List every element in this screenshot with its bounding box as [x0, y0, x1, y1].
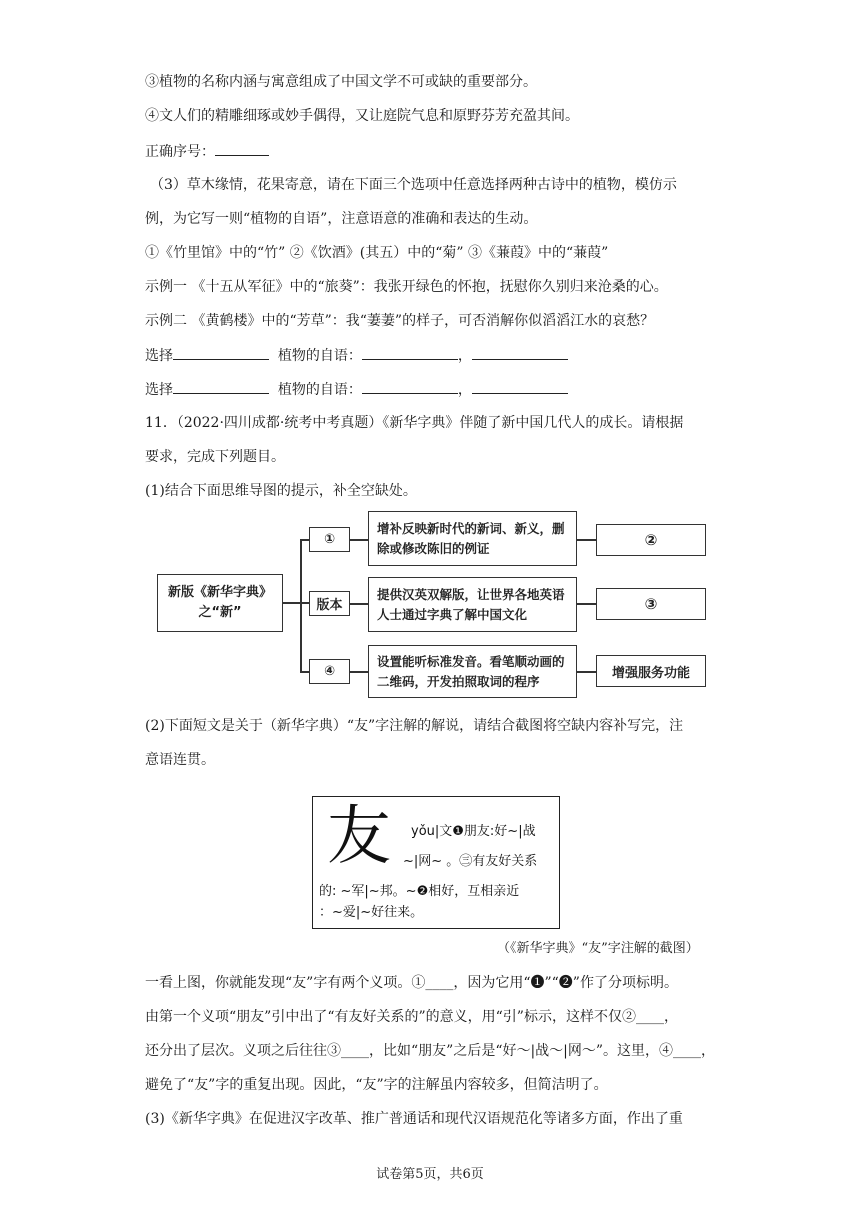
mindmap-blank-3: ③	[596, 588, 706, 620]
answer-blank[interactable]	[362, 345, 458, 360]
text-line: ③植物的名称内涵与寓意组成了中国文学不可或缺的重要部分。	[145, 74, 537, 90]
text-line: 还分出了层次。义项之后往往③____，比如“朋友”之后是“好～|战～|网～”。这里，④____，	[145, 1043, 716, 1059]
page-footer: 试卷第5页，共6页	[376, 1167, 484, 1182]
dictionary-line: ：~爱|~好往来。	[319, 905, 424, 920]
mindmap-blank-4: ④	[309, 659, 350, 684]
answer-blank[interactable]	[362, 379, 458, 394]
text-line: 要求，完成下列题目。	[145, 449, 285, 465]
answer-blank[interactable]	[472, 379, 568, 394]
text-line: (3)《新华字典》在促进汉字改革、推广普通话和现代汉语规范化等诸多方面，作出了重	[145, 1111, 683, 1127]
text-line: 避免了“友”字的重复出现。因此，“友”字的注解虽内容较多，但简洁明了。	[145, 1077, 608, 1093]
text-line: 选择 植物的自语： ，	[145, 345, 568, 366]
answer-blank[interactable]	[173, 345, 269, 360]
dictionary-character: 友	[327, 800, 391, 874]
dictionary-screenshot	[312, 796, 560, 929]
text-line: 一看上图，你就能发现“友”字有两个义项。①____，因为它用“❶”“❷”作了分项标明。	[145, 975, 678, 991]
answer-blank[interactable]	[215, 141, 269, 156]
text-line: ④文人们的精雕细琢或妙手偶得，又让庭院气息和原野芬芳充盈其间。	[145, 108, 579, 124]
mindmap-root: 新版《新华字典》之“新”	[157, 574, 283, 632]
text-line: ①《竹里馆》中的“竹” ②《饮酒》(其五）中的“菊” ③《蒹葭》中的“蒹葭”	[145, 245, 609, 261]
text-line: 由第一个义项“朋友”引中出了“有友好关系的”的意义，用“引”标示，这样不仅②____，	[145, 1009, 678, 1025]
answer-blank[interactable]	[173, 379, 269, 394]
text-line: 意语连贯。	[145, 752, 215, 768]
text-line: 例，为它写一则“植物的自语”，注意语意的准确和表达的生动。	[145, 211, 538, 227]
text-line: 示例一 《十五从军征》中的“旅葵”：我张开绿色的怀抱，抚慰你久别归来沧桑的心。	[145, 279, 668, 295]
answer-blank[interactable]	[472, 345, 568, 360]
mindmap-version: 版本	[309, 591, 350, 616]
mindmap-detail-3: 设置能听标准发音。看笔顺动画的二维码，开发拍照取词的程序	[368, 645, 577, 698]
mindmap-detail-1: 增补反映新时代的新词、新义，删除或修改陈旧的例证	[368, 511, 577, 566]
dictionary-line: 的: ~军|~邦。~❷相好，互相亲近	[319, 884, 520, 899]
text-line: 选择 植物的自语： ，	[145, 379, 568, 400]
dictionary-line: ~|网~ 。㊂有友好关系	[403, 854, 538, 869]
text-line: (2)下面短文是关于（新华字典）“友”字注解的解说，请结合截图将空缺内容补写完，注	[145, 718, 684, 734]
mindmap-detail-2: 提供汉英双解版，让世界各地英语人士通过字典了解中国文化	[368, 577, 577, 632]
question-title: 11．（2022·四川成都·统考中考真题）《新华字典》伴随了新中国几代人的成长。请根据	[145, 415, 684, 431]
mindmap-service: 增强服务功能	[596, 655, 706, 687]
mindmap-blank-2: ②	[596, 524, 706, 556]
figure-caption: （《新华字典》“友”字注解的截图）	[497, 941, 699, 956]
text-line: 示例二 《黄鹤楼》中的“芳草”：我“萋萋”的样子，可否消解你似滔滔江水的哀愁？	[145, 313, 655, 329]
mindmap-blank-1: ①	[309, 527, 350, 552]
text-line: （3）草木缘情，花果寄意，请在下面三个选项中任意选择两种古诗中的植物，模仿示	[150, 177, 677, 193]
text-line: (1)结合下面思维导图的提示，补全空缺处。	[145, 483, 417, 499]
dictionary-line: yǒu|文❶朋友:好~|战	[411, 824, 536, 839]
text-line: 正确序号：	[145, 141, 269, 162]
